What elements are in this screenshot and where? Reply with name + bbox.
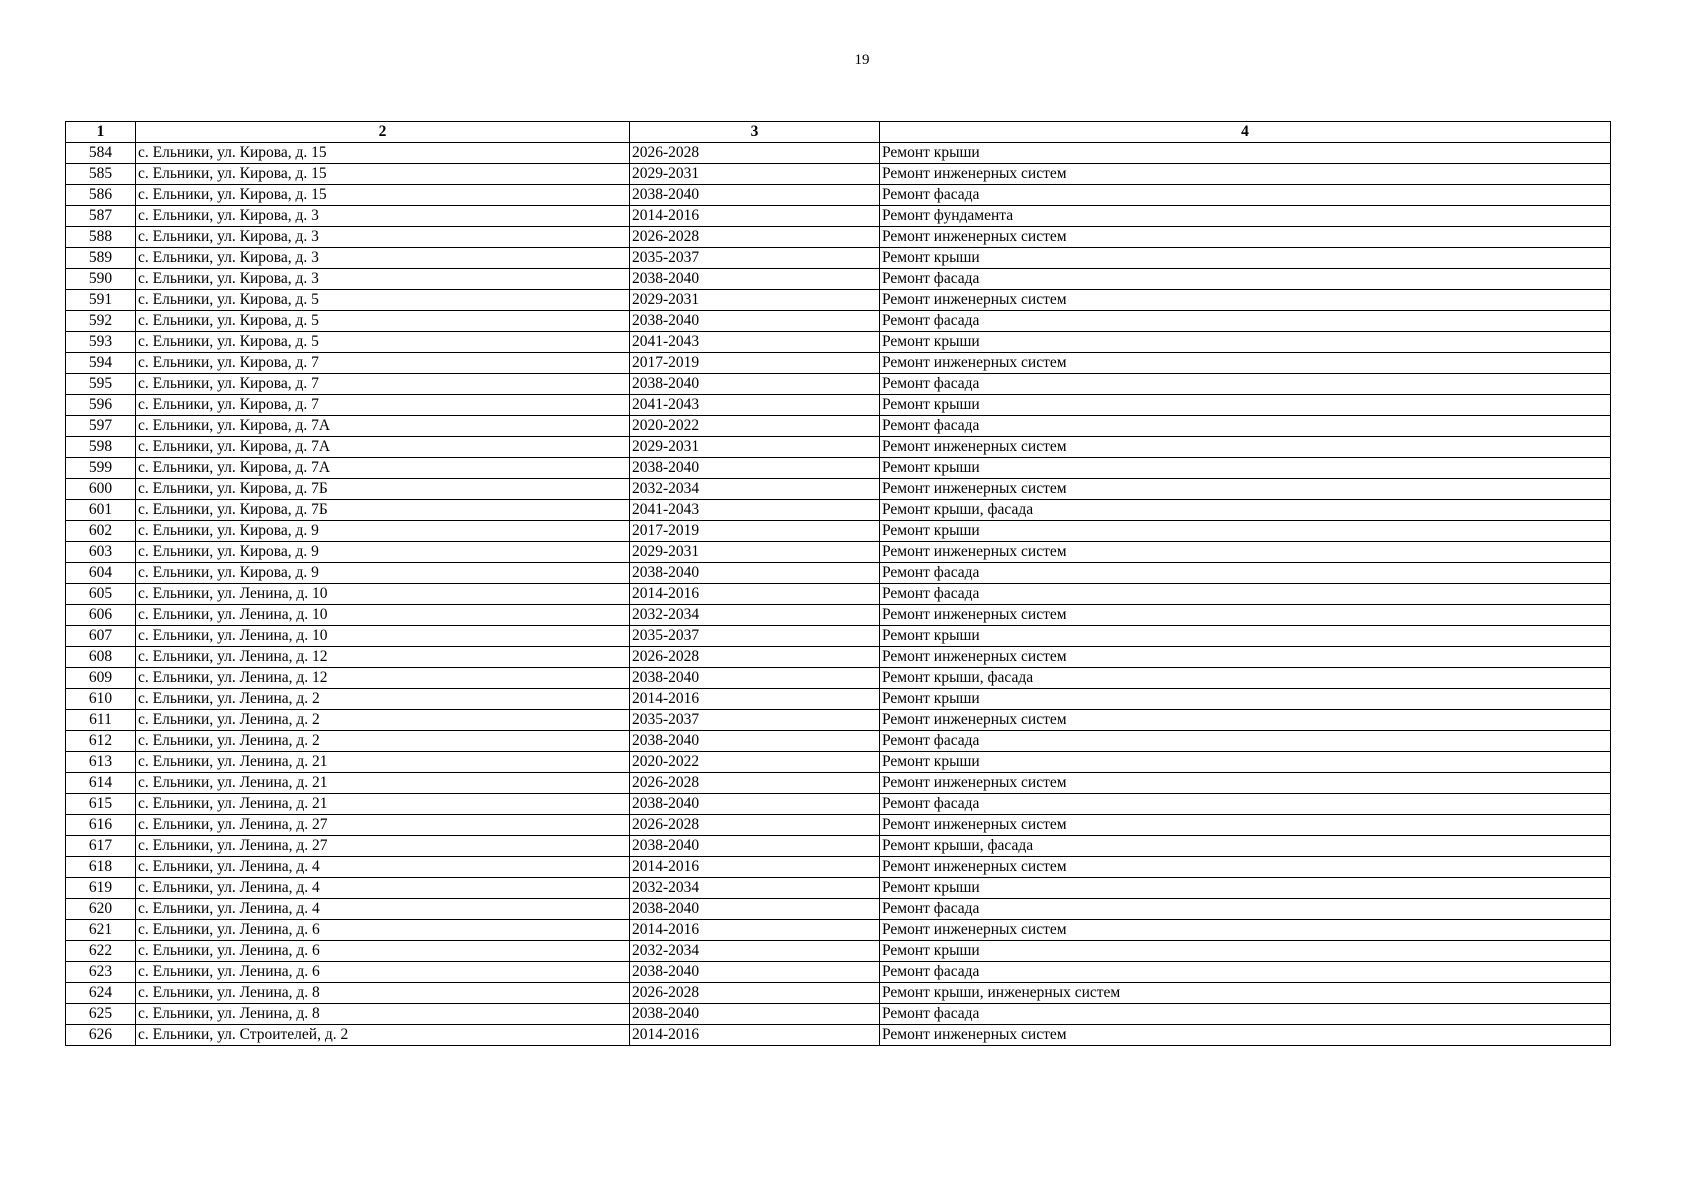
address-cell: с. Ельники, ул. Кирова, д. 7: [136, 374, 630, 395]
period-cell: 2038-2040: [630, 269, 880, 290]
row-number-cell: 621: [66, 920, 136, 941]
period-cell: 2017-2019: [630, 353, 880, 374]
address-cell: с. Ельники, ул. Кирова, д. 7А: [136, 416, 630, 437]
period-cell: 2038-2040: [630, 962, 880, 983]
row-number-cell: 584: [66, 143, 136, 164]
address-cell: с. Ельники, ул. Кирова, д. 3: [136, 248, 630, 269]
row-number-cell: 595: [66, 374, 136, 395]
address-cell: с. Ельники, ул. Ленина, д. 10: [136, 584, 630, 605]
period-cell: 2038-2040: [630, 731, 880, 752]
address-cell: с. Ельники, ул. Кирова, д. 7А: [136, 437, 630, 458]
work-type-cell: Ремонт инженерных систем: [880, 857, 1611, 878]
table-row: [66, 857, 1611, 878]
address-cell: с. Ельники, ул. Кирова, д. 5: [136, 311, 630, 332]
table-row: [66, 416, 1611, 437]
table-body: [66, 143, 1611, 1046]
address-cell: с. Ельники, ул. Ленина, д. 4: [136, 899, 630, 920]
address-cell: с. Ельники, ул. Ленина, д. 6: [136, 941, 630, 962]
work-type-cell: Ремонт фасада: [880, 584, 1611, 605]
period-cell: 2038-2040: [630, 794, 880, 815]
row-number-cell: 600: [66, 479, 136, 500]
work-type-cell: Ремонт инженерных систем: [880, 815, 1611, 836]
row-number-cell: 591: [66, 290, 136, 311]
period-cell: 2029-2031: [630, 542, 880, 563]
period-cell: 2026-2028: [630, 647, 880, 668]
period-cell: 2038-2040: [630, 563, 880, 584]
period-cell: 2032-2034: [630, 878, 880, 899]
address-cell: с. Ельники, ул. Строителей, д. 2: [136, 1025, 630, 1046]
work-type-cell: Ремонт фасада: [880, 899, 1611, 920]
row-number-cell: 604: [66, 563, 136, 584]
row-number-cell: 608: [66, 647, 136, 668]
period-cell: 2026-2028: [630, 773, 880, 794]
period-cell: 2038-2040: [630, 458, 880, 479]
period-cell: 2041-2043: [630, 500, 880, 521]
repair-schedule-table: [65, 121, 1611, 1046]
period-cell: 2038-2040: [630, 311, 880, 332]
page-number: 19: [854, 52, 870, 68]
period-cell: 2029-2031: [630, 437, 880, 458]
work-type-cell: Ремонт инженерных систем: [880, 164, 1611, 185]
table-row: [66, 668, 1611, 689]
address-cell: с. Ельники, ул. Ленина, д. 2: [136, 731, 630, 752]
period-cell: 2014-2016: [630, 857, 880, 878]
row-number-cell: 605: [66, 584, 136, 605]
address-cell: с. Ельники, ул. Ленина, д. 27: [136, 815, 630, 836]
address-cell: с. Ельники, ул. Кирова, д. 15: [136, 164, 630, 185]
address-cell: с. Ельники, ул. Ленина, д. 4: [136, 857, 630, 878]
row-number-cell: 592: [66, 311, 136, 332]
row-number-cell: 625: [66, 1004, 136, 1025]
work-type-cell: Ремонт инженерных систем: [880, 647, 1611, 668]
work-type-cell: Ремонт фасада: [880, 311, 1611, 332]
work-type-cell: Ремонт крыши, фасада: [880, 500, 1611, 521]
header-row: [66, 122, 1611, 143]
work-type-cell: Ремонт инженерных систем: [880, 437, 1611, 458]
row-number-cell: 612: [66, 731, 136, 752]
work-type-cell: Ремонт крыши: [880, 941, 1611, 962]
row-number-cell: 626: [66, 1025, 136, 1046]
row-number-cell: 611: [66, 710, 136, 731]
address-cell: с. Ельники, ул. Кирова, д. 3: [136, 269, 630, 290]
table-row: [66, 605, 1611, 626]
row-number-cell: 606: [66, 605, 136, 626]
work-type-cell: Ремонт крыши, инженерных систем: [880, 983, 1611, 1004]
table-row: [66, 437, 1611, 458]
row-number-cell: 596: [66, 395, 136, 416]
table-row: [66, 920, 1611, 941]
work-type-cell: Ремонт фасада: [880, 185, 1611, 206]
work-type-cell: Ремонт инженерных систем: [880, 227, 1611, 248]
period-cell: 2029-2031: [630, 164, 880, 185]
address-cell: с. Ельники, ул. Ленина, д. 2: [136, 710, 630, 731]
row-number-cell: 602: [66, 521, 136, 542]
address-cell: с. Ельники, ул. Кирова, д. 15: [136, 185, 630, 206]
table-row: [66, 563, 1611, 584]
table-row: [66, 815, 1611, 836]
table-row: [66, 794, 1611, 815]
work-type-cell: Ремонт фасада: [880, 962, 1611, 983]
row-number-cell: 594: [66, 353, 136, 374]
address-cell: с. Ельники, ул. Ленина, д. 8: [136, 1004, 630, 1025]
work-type-cell: Ремонт фасада: [880, 563, 1611, 584]
work-type-cell: Ремонт фасада: [880, 1004, 1611, 1025]
table-row: [66, 353, 1611, 374]
work-type-cell: Ремонт фундамента: [880, 206, 1611, 227]
period-cell: 2038-2040: [630, 836, 880, 857]
table-row: [66, 836, 1611, 857]
period-cell: 2014-2016: [630, 689, 880, 710]
period-cell: 2014-2016: [630, 920, 880, 941]
table-row: [66, 500, 1611, 521]
period-cell: 2032-2034: [630, 479, 880, 500]
address-cell: с. Ельники, ул. Ленина, д. 6: [136, 962, 630, 983]
row-number-cell: 589: [66, 248, 136, 269]
work-type-cell: Ремонт крыши: [880, 521, 1611, 542]
address-cell: с. Ельники, ул. Ленина, д. 8: [136, 983, 630, 1004]
address-cell: с. Ельники, ул. Ленина, д. 10: [136, 605, 630, 626]
address-cell: с. Ельники, ул. Кирова, д. 3: [136, 206, 630, 227]
period-cell: 2017-2019: [630, 521, 880, 542]
period-cell: 2035-2037: [630, 710, 880, 731]
row-number-cell: 585: [66, 164, 136, 185]
row-number-cell: 619: [66, 878, 136, 899]
table-row: [66, 227, 1611, 248]
table-row: [66, 185, 1611, 206]
work-type-cell: Ремонт инженерных систем: [880, 605, 1611, 626]
table-row: [66, 899, 1611, 920]
period-cell: 2038-2040: [630, 185, 880, 206]
work-type-cell: Ремонт фасада: [880, 794, 1611, 815]
table-row: [66, 752, 1611, 773]
work-type-cell: Ремонт крыши: [880, 395, 1611, 416]
work-type-cell: Ремонт крыши, фасада: [880, 836, 1611, 857]
address-cell: с. Ельники, ул. Ленина, д. 12: [136, 668, 630, 689]
period-cell: 2041-2043: [630, 332, 880, 353]
address-cell: с. Ельники, ул. Кирова, д. 7Б: [136, 500, 630, 521]
period-cell: 2038-2040: [630, 899, 880, 920]
period-cell: 2035-2037: [630, 626, 880, 647]
table-row: [66, 374, 1611, 395]
table-row: [66, 710, 1611, 731]
table-row: [66, 584, 1611, 605]
table-row: [66, 689, 1611, 710]
address-cell: с. Ельники, ул. Ленина, д. 4: [136, 878, 630, 899]
address-cell: с. Ельники, ул. Ленина, д. 12: [136, 647, 630, 668]
row-number-cell: 620: [66, 899, 136, 920]
table-row: [66, 941, 1611, 962]
work-type-cell: Ремонт инженерных систем: [880, 1025, 1611, 1046]
row-number-cell: 587: [66, 206, 136, 227]
column-header-2: 2: [136, 122, 630, 143]
row-number-cell: 588: [66, 227, 136, 248]
work-type-cell: Ремонт инженерных систем: [880, 542, 1611, 563]
column-header-1: 1: [66, 122, 136, 143]
row-number-cell: 624: [66, 983, 136, 1004]
work-type-cell: Ремонт фасада: [880, 374, 1611, 395]
row-number-cell: 593: [66, 332, 136, 353]
period-cell: 2014-2016: [630, 584, 880, 605]
row-number-cell: 601: [66, 500, 136, 521]
work-type-cell: Ремонт инженерных систем: [880, 290, 1611, 311]
work-type-cell: Ремонт инженерных систем: [880, 710, 1611, 731]
row-number-cell: 597: [66, 416, 136, 437]
table-row: [66, 164, 1611, 185]
row-number-cell: 590: [66, 269, 136, 290]
row-number-cell: 603: [66, 542, 136, 563]
work-type-cell: Ремонт крыши, фасада: [880, 668, 1611, 689]
address-cell: с. Ельники, ул. Ленина, д. 10: [136, 626, 630, 647]
work-type-cell: Ремонт крыши: [880, 878, 1611, 899]
address-cell: с. Ельники, ул. Кирова, д. 7Б: [136, 479, 630, 500]
work-type-cell: Ремонт крыши: [880, 458, 1611, 479]
address-cell: с. Ельники, ул. Ленина, д. 6: [136, 920, 630, 941]
address-cell: с. Ельники, ул. Кирова, д. 3: [136, 227, 630, 248]
period-cell: 2020-2022: [630, 752, 880, 773]
work-type-cell: Ремонт фасада: [880, 416, 1611, 437]
table-row: [66, 542, 1611, 563]
work-type-cell: Ремонт крыши: [880, 248, 1611, 269]
period-cell: 2035-2037: [630, 248, 880, 269]
period-cell: 2026-2028: [630, 815, 880, 836]
row-number-cell: 610: [66, 689, 136, 710]
work-type-cell: Ремонт инженерных систем: [880, 479, 1611, 500]
row-number-cell: 614: [66, 773, 136, 794]
table-row: [66, 878, 1611, 899]
address-cell: с. Ельники, ул. Кирова, д. 9: [136, 542, 630, 563]
address-cell: с. Ельники, ул. Кирова, д. 7: [136, 353, 630, 374]
work-type-cell: Ремонт фасада: [880, 731, 1611, 752]
table-row: [66, 458, 1611, 479]
table-row: [66, 143, 1611, 164]
period-cell: 2020-2022: [630, 416, 880, 437]
row-number-cell: 607: [66, 626, 136, 647]
row-number-cell: 613: [66, 752, 136, 773]
address-cell: с. Ельники, ул. Кирова, д. 5: [136, 332, 630, 353]
period-cell: 2029-2031: [630, 290, 880, 311]
table-row: [66, 332, 1611, 353]
work-type-cell: Ремонт крыши: [880, 626, 1611, 647]
period-cell: 2038-2040: [630, 668, 880, 689]
period-cell: 2014-2016: [630, 1025, 880, 1046]
row-number-cell: 599: [66, 458, 136, 479]
address-cell: с. Ельники, ул. Ленина, д. 21: [136, 794, 630, 815]
work-type-cell: Ремонт крыши: [880, 689, 1611, 710]
work-type-cell: Ремонт крыши: [880, 143, 1611, 164]
row-number-cell: 615: [66, 794, 136, 815]
address-cell: с. Ельники, ул. Кирова, д. 15: [136, 143, 630, 164]
period-cell: 2026-2028: [630, 143, 880, 164]
column-header-3: 3: [630, 122, 880, 143]
row-number-cell: 609: [66, 668, 136, 689]
table-row: [66, 983, 1611, 1004]
address-cell: с. Ельники, ул. Ленина, д. 21: [136, 752, 630, 773]
address-cell: с. Ельники, ул. Кирова, д. 7А: [136, 458, 630, 479]
work-type-cell: Ремонт инженерных систем: [880, 773, 1611, 794]
row-number-cell: 616: [66, 815, 136, 836]
table-header: [66, 122, 1611, 143]
table-row: [66, 479, 1611, 500]
address-cell: с. Ельники, ул. Ленина, д. 27: [136, 836, 630, 857]
work-type-cell: Ремонт крыши: [880, 332, 1611, 353]
address-cell: с. Ельники, ул. Ленина, д. 2: [136, 689, 630, 710]
period-cell: 2032-2034: [630, 941, 880, 962]
address-cell: с. Ельники, ул. Кирова, д. 9: [136, 521, 630, 542]
table-row: [66, 248, 1611, 269]
period-cell: 2026-2028: [630, 227, 880, 248]
row-number-cell: 623: [66, 962, 136, 983]
work-type-cell: Ремонт фасада: [880, 269, 1611, 290]
table-row: [66, 311, 1611, 332]
table-row: [66, 1025, 1611, 1046]
table-row: [66, 206, 1611, 227]
table-row: [66, 1004, 1611, 1025]
table-row: [66, 290, 1611, 311]
row-number-cell: 598: [66, 437, 136, 458]
table-row: [66, 962, 1611, 983]
table-row: [66, 626, 1611, 647]
address-cell: с. Ельники, ул. Кирова, д. 5: [136, 290, 630, 311]
table-row: [66, 647, 1611, 668]
period-cell: 2032-2034: [630, 605, 880, 626]
period-cell: 2041-2043: [630, 395, 880, 416]
address-cell: с. Ельники, ул. Ленина, д. 21: [136, 773, 630, 794]
table-row: [66, 269, 1611, 290]
address-cell: с. Ельники, ул. Кирова, д. 9: [136, 563, 630, 584]
work-type-cell: Ремонт крыши: [880, 752, 1611, 773]
row-number-cell: 586: [66, 185, 136, 206]
period-cell: 2014-2016: [630, 206, 880, 227]
period-cell: 2038-2040: [630, 1004, 880, 1025]
work-type-cell: Ремонт инженерных систем: [880, 353, 1611, 374]
address-cell: с. Ельники, ул. Кирова, д. 7: [136, 395, 630, 416]
row-number-cell: 622: [66, 941, 136, 962]
period-cell: 2026-2028: [630, 983, 880, 1004]
period-cell: 2038-2040: [630, 374, 880, 395]
table-row: [66, 731, 1611, 752]
table-row: [66, 773, 1611, 794]
table-row: [66, 521, 1611, 542]
column-header-4: 4: [880, 122, 1611, 143]
work-type-cell: Ремонт инженерных систем: [880, 920, 1611, 941]
table-row: [66, 395, 1611, 416]
row-number-cell: 617: [66, 836, 136, 857]
row-number-cell: 618: [66, 857, 136, 878]
